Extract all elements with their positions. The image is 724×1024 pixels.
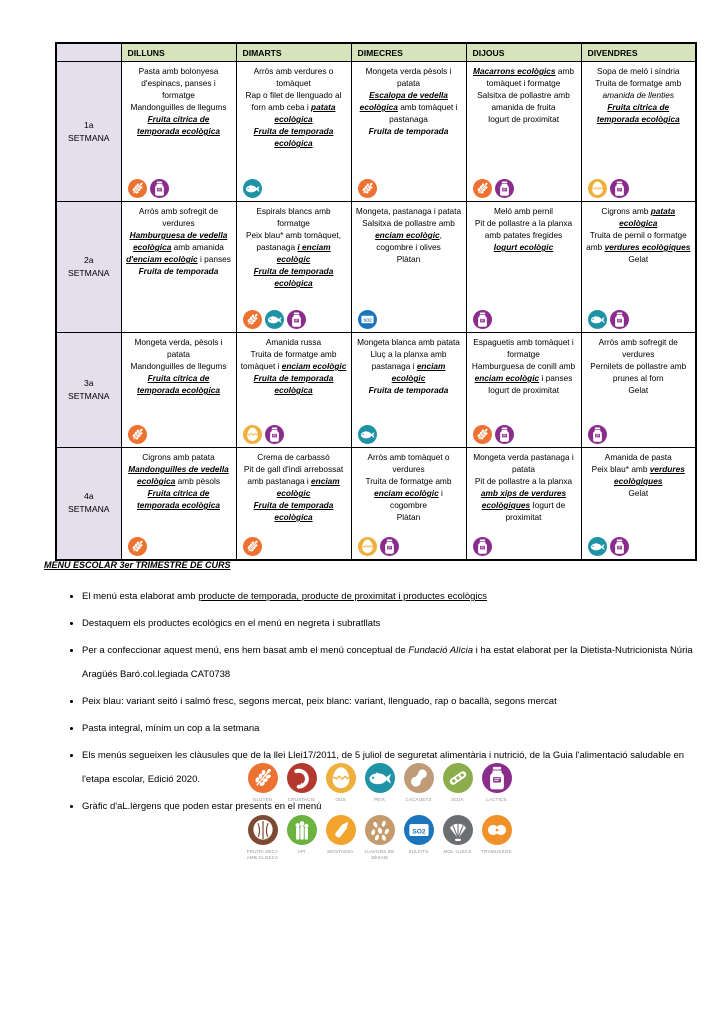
cell-allergen-icons bbox=[358, 537, 399, 556]
allergen-label: OUS bbox=[335, 797, 346, 802]
menu-cell-text: Espaguetis amb tomàquet i formatge Hamburguesa de conill amb enciam ecològic i panses Iogurt de proximitat bbox=[471, 337, 576, 396]
milk-icon bbox=[610, 310, 629, 329]
milk-icon bbox=[588, 425, 607, 444]
menu-cell-text: Mongeta verda pastanaga i patata Pit de pollastre a la planxa amb xips de verdures ecològiques Iogurt de proximitat bbox=[473, 452, 574, 523]
menu-cell bbox=[236, 333, 351, 448]
cell-allergen-icons bbox=[128, 179, 169, 198]
allergen-legend-item bbox=[477, 815, 516, 860]
cell-allergen-icons bbox=[588, 425, 607, 444]
celery-icon bbox=[287, 815, 317, 845]
week-label: 1a SETMANA bbox=[56, 62, 121, 202]
cell-allergen-icons bbox=[243, 179, 262, 198]
fish-icon bbox=[588, 537, 607, 556]
menu-cell-text: Arròs amb verdures o tomàquet Rap o filet de llenguado al forn amb ceba i patata ecològica Fruita de temporada ecològica bbox=[245, 66, 342, 149]
milk-icon bbox=[495, 179, 514, 198]
cell-allergen-icons bbox=[588, 310, 629, 329]
menu-cell bbox=[236, 62, 351, 202]
note-item: • Gràfic d'aL.lèrgens que poden estar presents en el menú bbox=[82, 795, 708, 819]
menu-cell bbox=[581, 333, 696, 448]
peanut-icon bbox=[404, 763, 434, 793]
cell-allergen-icons bbox=[128, 537, 147, 556]
milk-icon bbox=[482, 763, 512, 793]
day-header-dilluns: DILLUNS bbox=[121, 43, 236, 62]
wheat-icon bbox=[243, 310, 262, 329]
menu-cell-text: Espirals blancs amb formatge Peix blau* amb tomàquet, pastanaga i enciam ecològic Fruita de temporada ecològica bbox=[245, 206, 341, 289]
menu-cell bbox=[581, 202, 696, 333]
allergen-legend-item bbox=[282, 815, 321, 860]
allergen-label: CRUSTACIS bbox=[287, 797, 316, 802]
wheat-icon bbox=[358, 179, 377, 198]
cell-allergen-icons bbox=[588, 179, 629, 198]
svg-text:SO2: SO2 bbox=[362, 317, 372, 323]
menu-cell bbox=[236, 202, 351, 333]
svg-text:SO2: SO2 bbox=[411, 828, 426, 836]
wheat-icon bbox=[128, 537, 147, 556]
menu-cell bbox=[121, 62, 236, 202]
allergen-legend-item bbox=[243, 763, 282, 808]
menu-cell bbox=[581, 62, 696, 202]
allergen-legend-item bbox=[360, 815, 399, 860]
week-row bbox=[56, 202, 696, 333]
allergen-legend-item bbox=[438, 815, 477, 860]
day-header-dimecres: DIMECRES bbox=[351, 43, 466, 62]
allergen-legend-item bbox=[438, 763, 477, 808]
menu-cell bbox=[351, 202, 466, 333]
menu-cell-text: Cigrons amb patata ecològica Truita de pernil o formatge amb verdures ecològiques Gelat bbox=[586, 206, 691, 265]
allergen-label: FRUITA SECA AMB CLOSCA bbox=[246, 849, 279, 860]
menu-cell bbox=[121, 202, 236, 333]
fish-icon bbox=[365, 763, 395, 793]
allergen-label: CACAUETS bbox=[405, 797, 432, 802]
fish-icon bbox=[265, 310, 284, 329]
wheat-icon bbox=[473, 179, 492, 198]
week-row bbox=[56, 333, 696, 448]
cell-allergen-icons bbox=[473, 537, 492, 556]
note-item: • Els menús segueixen les clàusules que de la llei Llei17/2011, de 5 juliol de seguretat alimentària i nutrició, de la Guia l'alimentació saludable en l'etapa escolar, Edició 2020. bbox=[82, 744, 708, 792]
milk-icon bbox=[380, 537, 399, 556]
allergen-label: MOL·LUSCS bbox=[443, 849, 472, 854]
menu-cell-text: Mongeta verda, pèsols i patata Mandonguilles de llegums Fruita cítrica de temporada ecològica bbox=[130, 337, 227, 396]
egg-icon bbox=[326, 763, 356, 793]
egg-icon bbox=[358, 537, 377, 556]
cell-allergen-icons bbox=[358, 179, 377, 198]
egg-icon bbox=[588, 179, 607, 198]
note-item: • Pasta integral, mínim un cop a la setmana bbox=[82, 717, 708, 741]
menu-cell-text: Sopa de meló i síndria Truita de formatge amb amanida de llenties Fruita cítrica de temporada ecològica bbox=[595, 66, 682, 125]
allergen-legend-item bbox=[243, 815, 282, 860]
cell-allergen-icons bbox=[243, 425, 284, 444]
note-item: • Per a confeccionar aquest menú, ens hem basat amb el menú conceptual de Fundació Alícia i ha estat elaborat per la Dietista-Nutricionista Núria Aragüés Baró.col.legiada CAT0738 bbox=[82, 639, 708, 687]
menu-cell-text: Cigrons amb patata Mandonguilles de vedella ecològica amb pèsols Fruita cítrica de temporada ecològica bbox=[128, 452, 229, 511]
week-row bbox=[56, 62, 696, 202]
menu-cell-text: Crema de carbassó Pit de gall d'indi arrebossat amb pastanaga i enciam ecològic Fruita de temporada ecològica bbox=[243, 452, 344, 523]
notes-title: MENÚ ESCOLAR 3er TRIMESTRE DE CURS bbox=[44, 560, 231, 570]
menu-cell bbox=[466, 448, 581, 560]
menu-cell bbox=[466, 333, 581, 448]
cell-allergen-icons bbox=[128, 425, 147, 444]
milk-icon bbox=[265, 425, 284, 444]
menu-cell-text: Amanida russa Truita de formatge amb tomàquet i enciam ecològic Fruita de temporada ecològica bbox=[240, 337, 347, 396]
menu-cell-text: Meló amb pernil Pit de pollastre a la planxa amb patates fregides Iogurt ecològic bbox=[474, 206, 573, 253]
wheat-icon bbox=[128, 179, 147, 198]
cell-allergen-icons bbox=[588, 537, 629, 556]
week-label: 4a SETMANA bbox=[56, 448, 121, 560]
wheat-icon bbox=[248, 763, 278, 793]
menu-cell-text: Mongeta, pastanaga i patata Salsitxa de pollastre amb enciam ecològic, cogombre i olives Plàtan bbox=[355, 206, 462, 265]
day-header-divendres: DIVENDRES bbox=[581, 43, 696, 62]
allergen-label: SOJA bbox=[451, 797, 464, 802]
wheat-icon bbox=[243, 537, 262, 556]
day-header-dijous: DIJOUS bbox=[466, 43, 581, 62]
allergen-label: GLUTEN bbox=[252, 797, 273, 802]
menu-cell bbox=[351, 62, 466, 202]
menu-cell bbox=[121, 448, 236, 560]
allergen-label: API bbox=[297, 849, 306, 854]
lupin-icon bbox=[482, 815, 512, 845]
menu-cell-text: Arròs amb sofregit de verdures Hamburguesa de vedella ecològica amb amanida d'enciam ecològic i panses Fruita de temporada bbox=[126, 206, 231, 277]
allergen-label: TRAMUSSOS bbox=[481, 849, 512, 854]
allergen-legend-item bbox=[321, 763, 360, 808]
so2-icon bbox=[358, 310, 377, 329]
milk-icon bbox=[473, 537, 492, 556]
menu-table-body bbox=[56, 43, 696, 560]
allergen-label: LACTICS bbox=[486, 797, 507, 802]
mustard-icon bbox=[326, 815, 356, 845]
shrimp-icon bbox=[287, 763, 317, 793]
fish-icon bbox=[243, 179, 262, 198]
allergen-label: PEIX bbox=[373, 797, 386, 802]
milk-icon bbox=[150, 179, 169, 198]
menu-cell-text: Arròs amb sofregit de verdures Pernilets de pollastre amb prunes al forn Gelat bbox=[590, 337, 687, 396]
week-label: 3a SETMANA bbox=[56, 333, 121, 448]
table-header-row bbox=[56, 43, 696, 62]
fish-icon bbox=[588, 310, 607, 329]
menu-table bbox=[55, 42, 697, 561]
shell-icon bbox=[443, 815, 473, 845]
egg-icon bbox=[243, 425, 262, 444]
cell-allergen-icons bbox=[243, 310, 306, 329]
note-item: • Destaquem els productes ecològics en el menú en negreta i subratllats bbox=[82, 612, 708, 636]
corner-cell bbox=[56, 43, 121, 62]
nut-icon bbox=[248, 815, 278, 845]
milk-icon bbox=[495, 425, 514, 444]
menu-cell bbox=[581, 448, 696, 560]
week-label: 2a SETMANA bbox=[56, 202, 121, 333]
menu-cell-text: Pasta amb bolonyesa d'espinacs, panses i formatge Mandonguilles de llegums Fruita cítrica de temporada ecològica bbox=[130, 66, 227, 137]
cell-allergen-icons bbox=[243, 537, 262, 556]
wheat-icon bbox=[128, 425, 147, 444]
note-item: • Peix blau: variant seitó i salmó fresc, segons mercat, peix blanc: variant, llenguado, rap o bacallà, segons mercat bbox=[82, 690, 708, 714]
allergen-label: SULFITS bbox=[408, 849, 429, 854]
allergen-legend-item bbox=[321, 815, 360, 860]
cell-allergen-icons bbox=[358, 310, 377, 329]
menu-cell-text: Mongeta verda pèsols i patata Escalopa de vedella ecològica amb tomàquet i pastanaga Fruita de temporada bbox=[359, 66, 458, 137]
cell-allergen-icons bbox=[473, 425, 514, 444]
milk-icon bbox=[610, 179, 629, 198]
allergen-legend-item bbox=[399, 815, 438, 860]
fish-icon bbox=[358, 425, 377, 444]
milk-icon bbox=[610, 537, 629, 556]
milk-icon bbox=[287, 310, 306, 329]
menu-cell-text: Mongeta blanca amb patata Lluç a la planxa amb pastanaga i enciam ecològic Fruita de temporada bbox=[357, 337, 460, 396]
wheat-icon bbox=[473, 425, 492, 444]
menu-cell bbox=[351, 448, 466, 560]
allergen-legend-item bbox=[360, 763, 399, 808]
week-row bbox=[56, 448, 696, 560]
menu-cell bbox=[121, 333, 236, 448]
menu-cell bbox=[351, 333, 466, 448]
allergen-label: MOSTASSA bbox=[327, 849, 354, 854]
allergen-legend-item bbox=[282, 763, 321, 808]
menu-cell bbox=[466, 202, 581, 333]
menu-cell-text: Amanida de pasta Peix blau* amb verdures ecològiques Gelat bbox=[591, 452, 685, 499]
soy-icon bbox=[443, 763, 473, 793]
cell-allergen-icons bbox=[358, 425, 377, 444]
allergen-legend-item bbox=[477, 763, 516, 808]
milk-icon bbox=[473, 310, 492, 329]
so2-icon bbox=[404, 815, 434, 845]
day-header-dimarts: DIMARTS bbox=[236, 43, 351, 62]
allergen-label: LLAVORS DE SÈSAM bbox=[364, 849, 395, 860]
allergen-legend bbox=[243, 763, 517, 867]
menu-cell-text: Arròs amb tomàquet o verdures Truita de formatge amb enciam ecològic i cogombre Plàtan bbox=[365, 452, 452, 523]
note-item: • El menú esta elaborat amb producte de temporada, producte de proximitat i productes ecològics bbox=[82, 585, 708, 609]
cell-allergen-icons bbox=[473, 179, 514, 198]
allergen-legend-item bbox=[399, 763, 438, 808]
menu-cell bbox=[236, 448, 351, 560]
sesame-icon bbox=[365, 815, 395, 845]
menu-cell-text: Macarrons ecològics amb tomàquet i formatge Salsitxa de pollastre amb amanida de fruita Iogurt de proximitat bbox=[473, 66, 574, 125]
cell-allergen-icons bbox=[473, 310, 492, 329]
menu-cell bbox=[466, 62, 581, 202]
